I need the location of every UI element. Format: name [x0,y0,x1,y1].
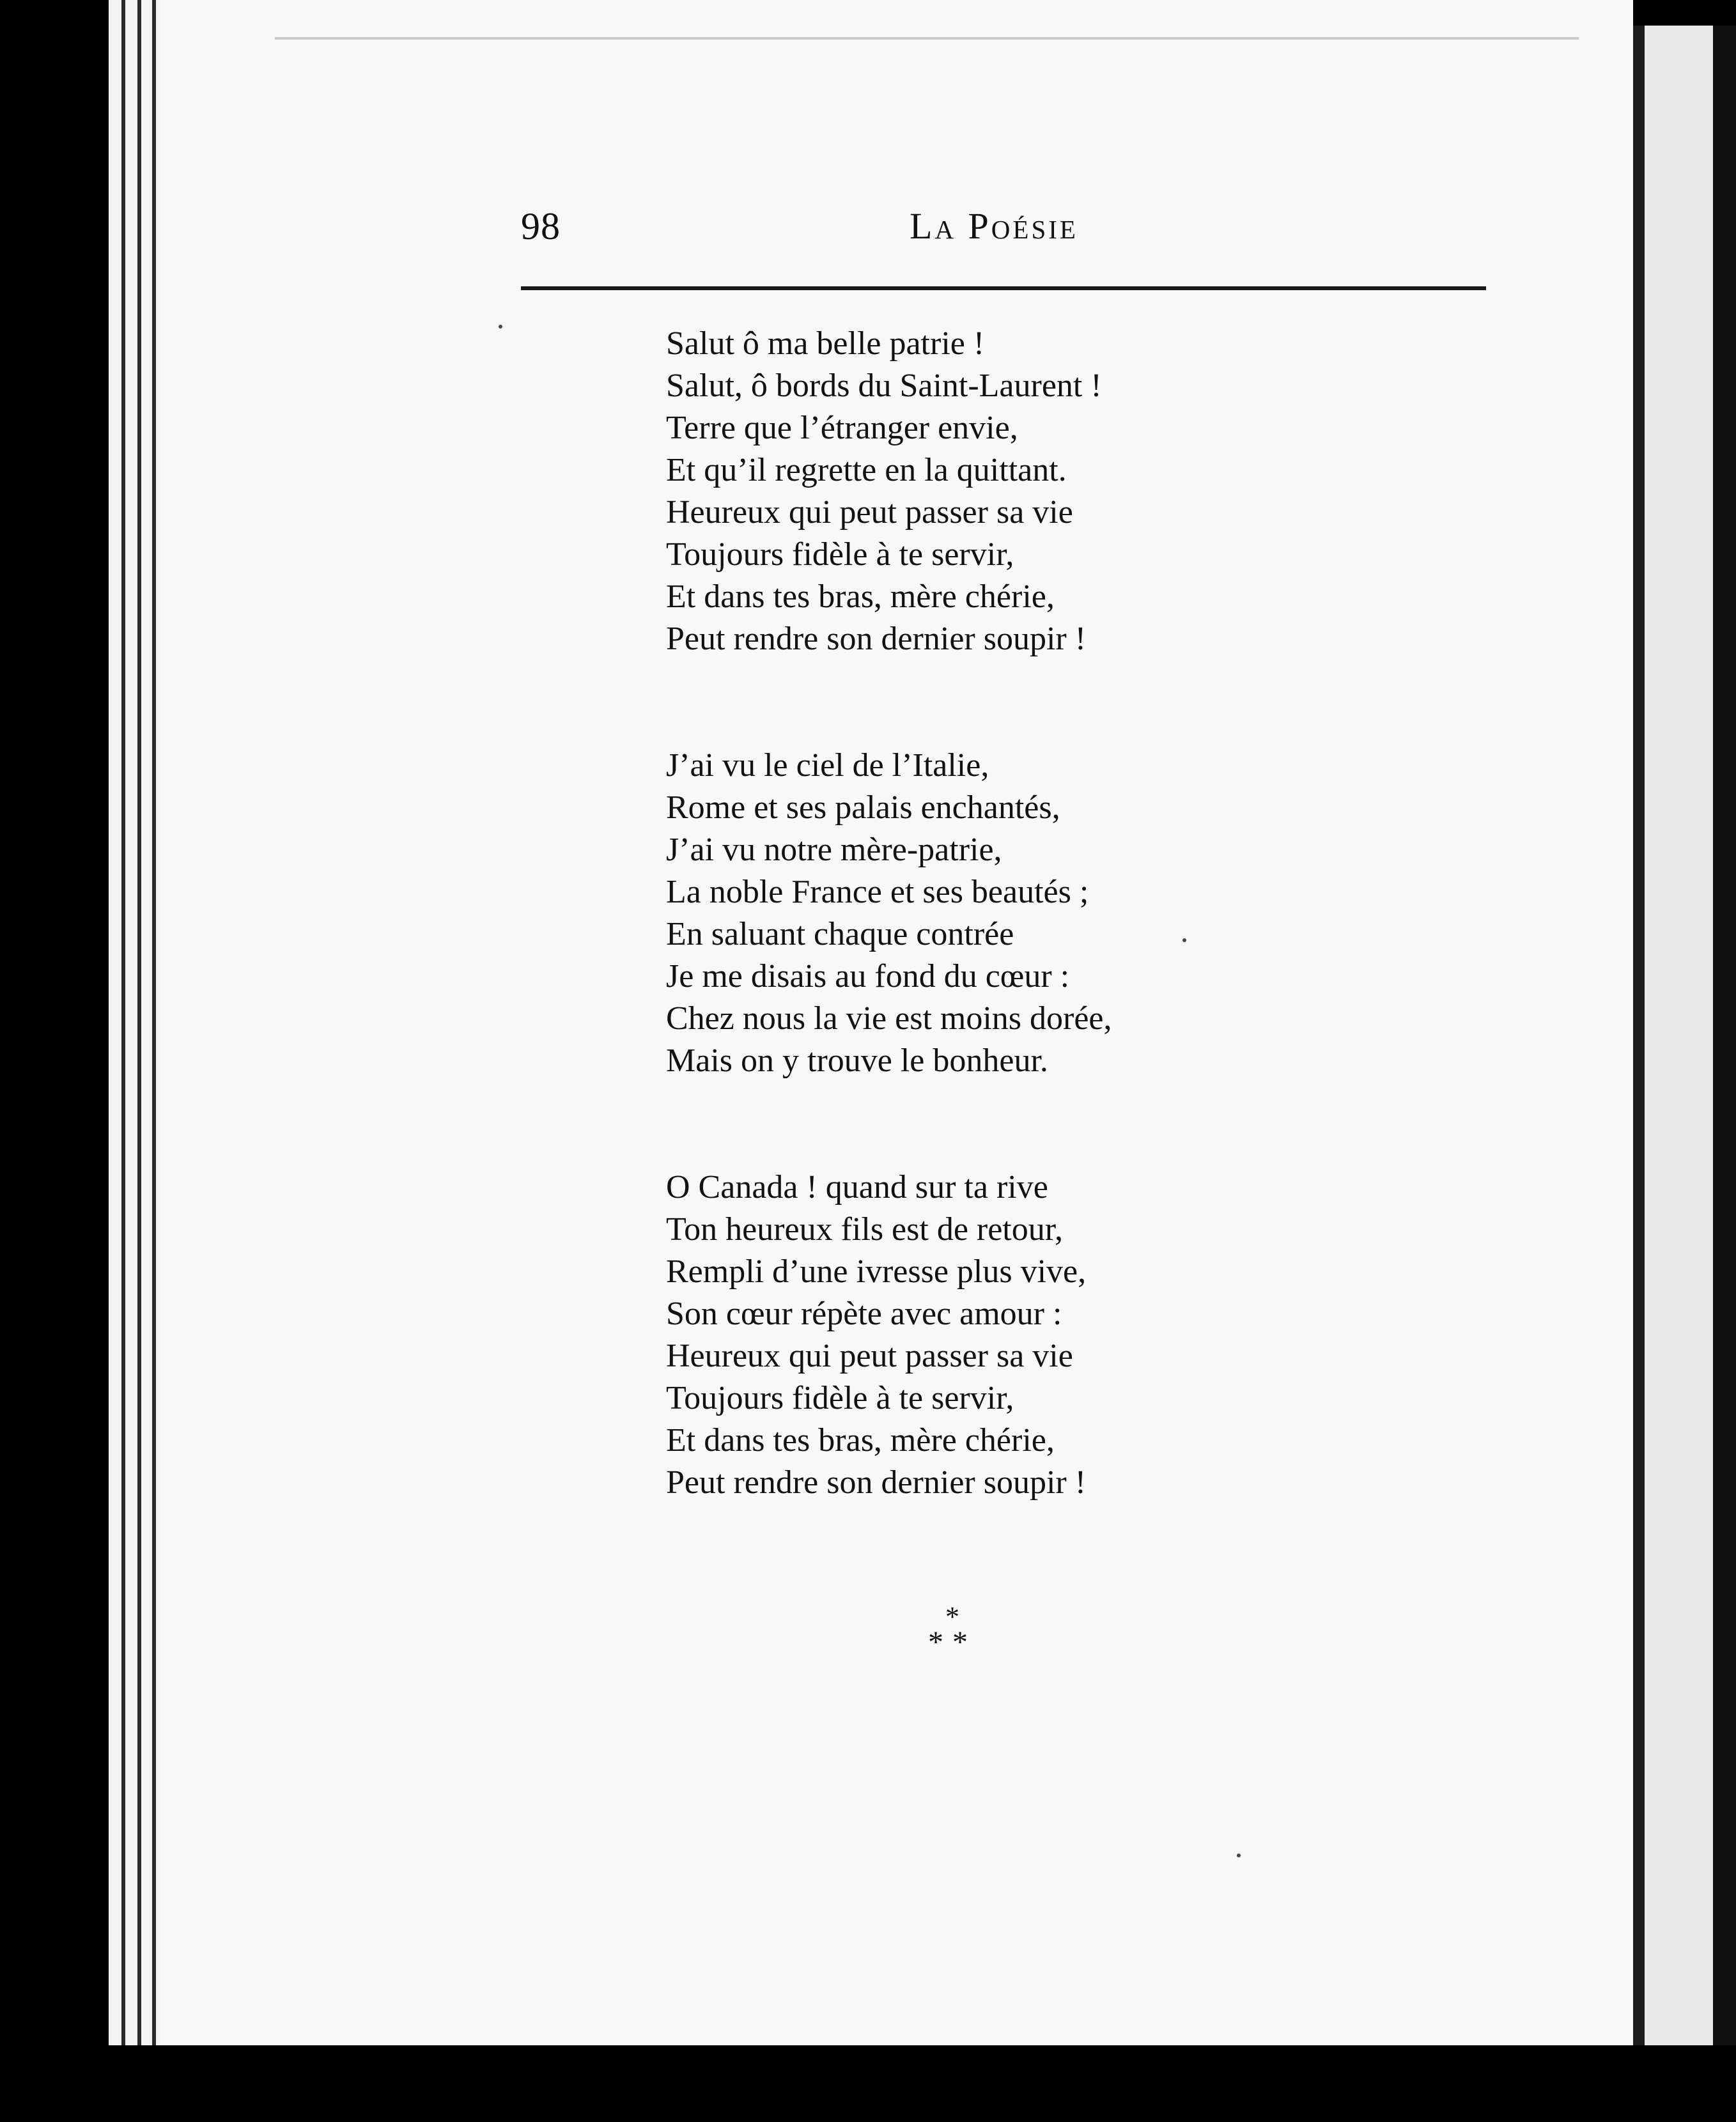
poem-line: La noble France et ses beautés ; [666,874,1089,910]
page-edge-line [152,0,156,2045]
paper-speck [1237,1854,1241,1857]
poem-line: O Canada ! quand sur ta rive [666,1169,1048,1205]
page-top-edge [275,37,1579,40]
page-number: 98 [521,205,561,247]
book-page [160,0,1633,2045]
running-head: La Poésie [910,205,1078,247]
stanza-1 [666,323,1625,660]
poem-line: J’ai vu notre mère-patrie, [666,832,1002,868]
page-header [521,205,1486,256]
poem [666,323,1625,1588]
page-edge-line [121,0,125,2045]
poem-line: Peut rendre son dernier soupir ! [666,621,1087,657]
scan-bottom-border [0,2045,1736,2122]
stanza-3 [666,1166,1625,1504]
poem-line: Je me disais au fond du cœur : [666,958,1070,995]
poem-line: Son cœur répète avec amour : [666,1296,1062,1332]
asterism-ornament [888,1601,1016,1659]
page-edge-line [137,0,141,2045]
poem-line: Salut, ô bords du Saint-Laurent ! [666,368,1102,404]
asterism-top: * [945,1601,959,1632]
poem-line: Et dans tes bras, mère chérie, [666,1422,1055,1459]
poem-line: Salut ô ma belle patrie ! [666,325,985,362]
poem-line: Et dans tes bras, mère chérie, [666,578,1055,615]
poem-line: En saluant chaque contrée [666,916,1014,952]
poem-line: Toujours fidèle à te servir, [666,536,1014,573]
facing-page-edge [1713,26,1736,2045]
poem-line: Peut rendre son dernier soupir ! [666,1464,1087,1501]
poem-line: Et qu’il regrette en la quittant. [666,452,1067,488]
poem-line: Heureux qui peut passer sa vie [666,494,1073,530]
header-rule [521,286,1486,290]
poem-line: Rempli d’une ivresse plus vive, [666,1253,1087,1290]
poem-line: Toujours fidèle à te servir, [666,1380,1014,1416]
poem-line: Heureux qui peut passer sa vie [666,1338,1073,1374]
paper-speck [499,325,502,329]
paper-speck [1182,938,1186,942]
poem-line: Mais on y trouve le bonheur. [666,1042,1048,1079]
poem-line: Chez nous la vie est moins dorée, [666,1000,1112,1037]
gutter-shadow [1633,26,1645,2045]
stanza-2 [666,745,1625,1082]
poem-line: Rome et ses palais enchantés, [666,789,1060,826]
asterism-bottom: ** [928,1625,977,1659]
poem-line: J’ai vu le ciel de l’Italie, [666,747,989,784]
poem-line: Ton heureux fils est de retour, [666,1211,1063,1248]
poem-line: Terre que l’étranger envie, [666,410,1018,446]
